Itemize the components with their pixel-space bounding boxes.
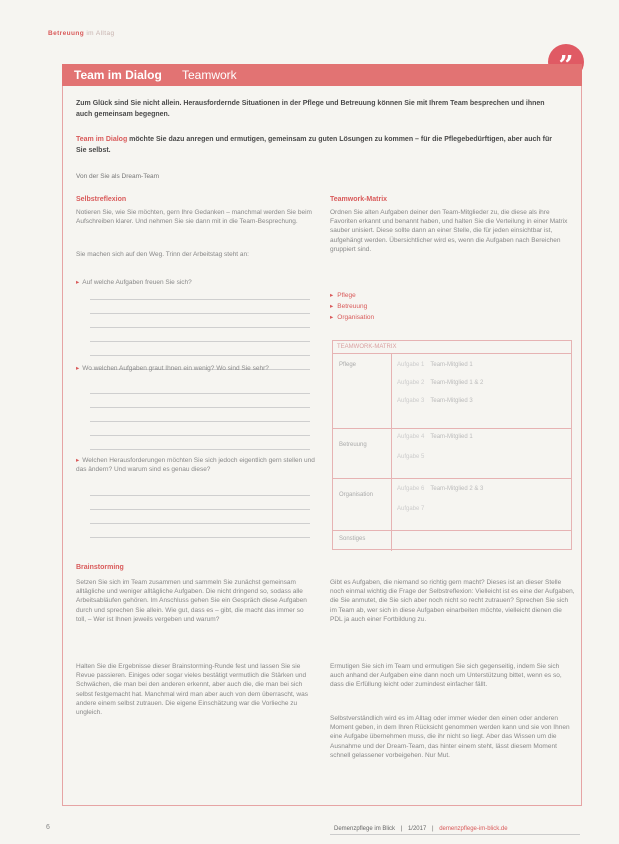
intro-rest: möchte Sie dazu anregen und ermutigen, gemeinsam zu guten Lösungen zu kommen – für die Pflegebedürftigen, aber auch für Sie selbst.	[76, 136, 552, 154]
answer-lines-1[interactable]	[90, 286, 310, 370]
answer-lines-2[interactable]	[90, 380, 310, 450]
intro-paragraph: Zum Glück sind Sie nicht allein. Herausfordernde Situationen in der Pflege und Betreuung können Sie mit Ihrem Team besprechen und ihnen auch gemeinsam begegnen.	[76, 100, 545, 118]
category-sub: im Alltag	[86, 30, 115, 37]
matrix-text: Ordnen Sie alten Aufgaben deiner den Team-Mitglieder zu, die diese als ihre Favoriten erkannt und benannt haben, und halten Sie die Verteilung in einer Matrix sauber unisiert. Diese sollte dann an einer Stelle, die für jeden einsichtbar ist, aufgehängt werden. Übersichtlicher wird es, wenn die Aufgaben nach Bereichen gruppiert sind.	[330, 209, 568, 253]
matrix-category: Organisation	[339, 492, 374, 498]
question-2-text: Wo welchen Aufgaben graut Ihnen ein wenig? Wo sind Sie sehr?	[82, 365, 269, 372]
brainstorming-left-2: Halten Sie die Ergebnisse dieser Brainstorming-Runde fest und lassen Sie sie Revue passieren. Einiges oder sogar vieles bestätigt vermutlich die Stärken und Schwächen, die man bei den anderen erkennt, aber auch die, die man bei sich selbst festgemacht hat. Manchmal wird man aber auch von dem überrascht, was andere einem selbst zutrauen. Die eigene Einschätzung war die Vorlieche zu ungleich.	[76, 663, 308, 717]
bullet-icon: ▸	[330, 314, 334, 321]
selbstreflexion-text: Notieren Sie, wie Sie möchten, gern Ihre Gedanken – manchmal werden Sie beim Aufschreiben klarer. Und nehmen Sie sie dann mit in die Team-Besprechung.	[76, 209, 312, 226]
matrix-cell: Aufgabe 4 Team-Mitglied 1	[397, 434, 473, 440]
page-number: 6	[46, 824, 50, 831]
list-item: ▸ Pflege	[330, 292, 356, 299]
matrix-cell: Aufgabe 3 Team-Mitglied 3	[397, 398, 473, 404]
bullet-icon: ▸	[76, 279, 80, 286]
magazine-issue: 1/2017	[407, 826, 427, 832]
brainstorming-right-1: Gibt es Aufgaben, die niemand so richtig gern macht? Dieses ist an dieser Stelle noch einmal wichtig die Frage der Selbstreflexion: Vielleicht ist es eine der Aufgaben, die Sie anmutet, die Sie sich aber noch nicht so recht zutrauen? Sprechen Sie sich im Team ab, wer sich in diese Aufgaben einarbeiten möchte, vielleicht dienen die PDL ja auch einer Fortbildung zu.	[330, 579, 575, 623]
matrix-category: Betreuung	[339, 442, 367, 448]
banner-title: Team im Dialog	[74, 68, 162, 82]
magazine-title: Demenzpflege im Blick	[334, 826, 396, 832]
matrix-row-betreuung	[333, 428, 571, 479]
footer-divider	[330, 834, 580, 835]
matrix-cell: Aufgabe 2 Team-Mitglied 1 & 2	[397, 380, 484, 386]
category-label	[48, 30, 115, 37]
footer-magazine: Demenzpflege im Blick | 1/2017 | demenzpflege-im-blick.de	[334, 826, 508, 832]
question-3-text: Welchen Herausforderungen möchten Sie sich jedoch eigentlich gern stellen und das ändern? Und warum sind es genau diese?	[76, 457, 315, 473]
area-list	[330, 290, 378, 323]
matrix-cell: Aufgabe 6 Team-Mitglied 2 & 3	[397, 486, 484, 492]
matrix-category: Pflege	[339, 362, 357, 368]
selbstreflexion-text-2: Sie machen sich auf den Weg. Trinn der Arbeitstag steht an:	[76, 251, 249, 258]
matrix-cell: Aufgabe 1 Team-Mitglied 1	[397, 362, 473, 368]
matrix-category: Sonstiges	[339, 536, 366, 542]
matrix-row-sonstiges	[333, 530, 571, 550]
intro-sign: Von der Sie als Dream-Team	[76, 173, 160, 180]
brainstorming-right-3: Selbstverständlich wird es im Alltag oder immer wieder den einen oder anderen Moment geben, in dem Ihren Rücksicht genommen werden kann und sie von Ihnen eine Aufgabe übernehmen muss, die ihr nicht so liegt. Aber das Wissen um die Ausnahme und der Dream-Team, das hinter einem steht, lässt diesem Moment schnell gelassener vorbeigehen. Nur Mut.	[330, 715, 570, 759]
heading-brainstorming: Brainstorming	[76, 564, 124, 571]
banner-subtitle: Teamwork	[182, 68, 237, 82]
intro-highlight: Team im Dialog	[76, 136, 128, 143]
matrix-cell: Aufgabe 7	[397, 506, 425, 512]
matrix-row-pflege	[333, 354, 571, 429]
bullet-icon: ▸	[76, 365, 80, 372]
matrix-header: TEAMWORK-MATRIX	[333, 341, 571, 354]
teamwork-matrix	[332, 340, 572, 550]
brainstorming-right-2: Ermutigen Sie sich im Team und ermutigen Sie sich gegenseitig, indem Sie sich auch anhand der Aufgaben eine dann noch um Unterstützung bittet, wenn es so, dass die Erfüllung leicht oder zumindest einfacher fällt.	[330, 663, 562, 689]
answer-lines-3[interactable]	[90, 482, 310, 538]
heading-selbstreflexion: Selbstreflexion	[76, 196, 127, 203]
magazine-url[interactable]: demenzpflege-im-blick.de	[439, 826, 508, 832]
heading-teamwork-matrix: Teamwork-Matrix	[330, 196, 388, 203]
list-item: ▸ Betreuung	[330, 303, 368, 310]
intro-paragraph-2	[76, 134, 556, 156]
question-3	[76, 456, 316, 474]
bullet-icon: ▸	[76, 457, 80, 464]
section-banner	[62, 64, 582, 86]
question-2	[76, 364, 316, 373]
brainstorming-left-1: Setzen Sie sich im Team zusammen und sammeln Sie zunächst gemeinsam alltägliche und weniger alltägliche Aufgaben. Die nicht dringend so, sodass alle Arbeitsabläufen gehören. Im Anschluss gehen Sie ein Gespräch diese Aufgaben durch und sprechen Sie allein. Wie gut, dass es – gibt, die macht das immer so toll, – Wer ist Ihnen jeweils vergeben und warum?	[76, 579, 307, 623]
matrix-cell: Aufgabe 5	[397, 454, 425, 460]
category-main: Betreuung	[48, 30, 85, 37]
matrix-row-organisation	[333, 478, 571, 531]
bullet-icon: ▸	[330, 292, 334, 299]
question-1-text: Auf welche Aufgaben freuen Sie sich?	[82, 279, 192, 286]
list-item: ▸ Organisation	[330, 314, 375, 321]
bullet-icon: ▸	[330, 303, 334, 310]
